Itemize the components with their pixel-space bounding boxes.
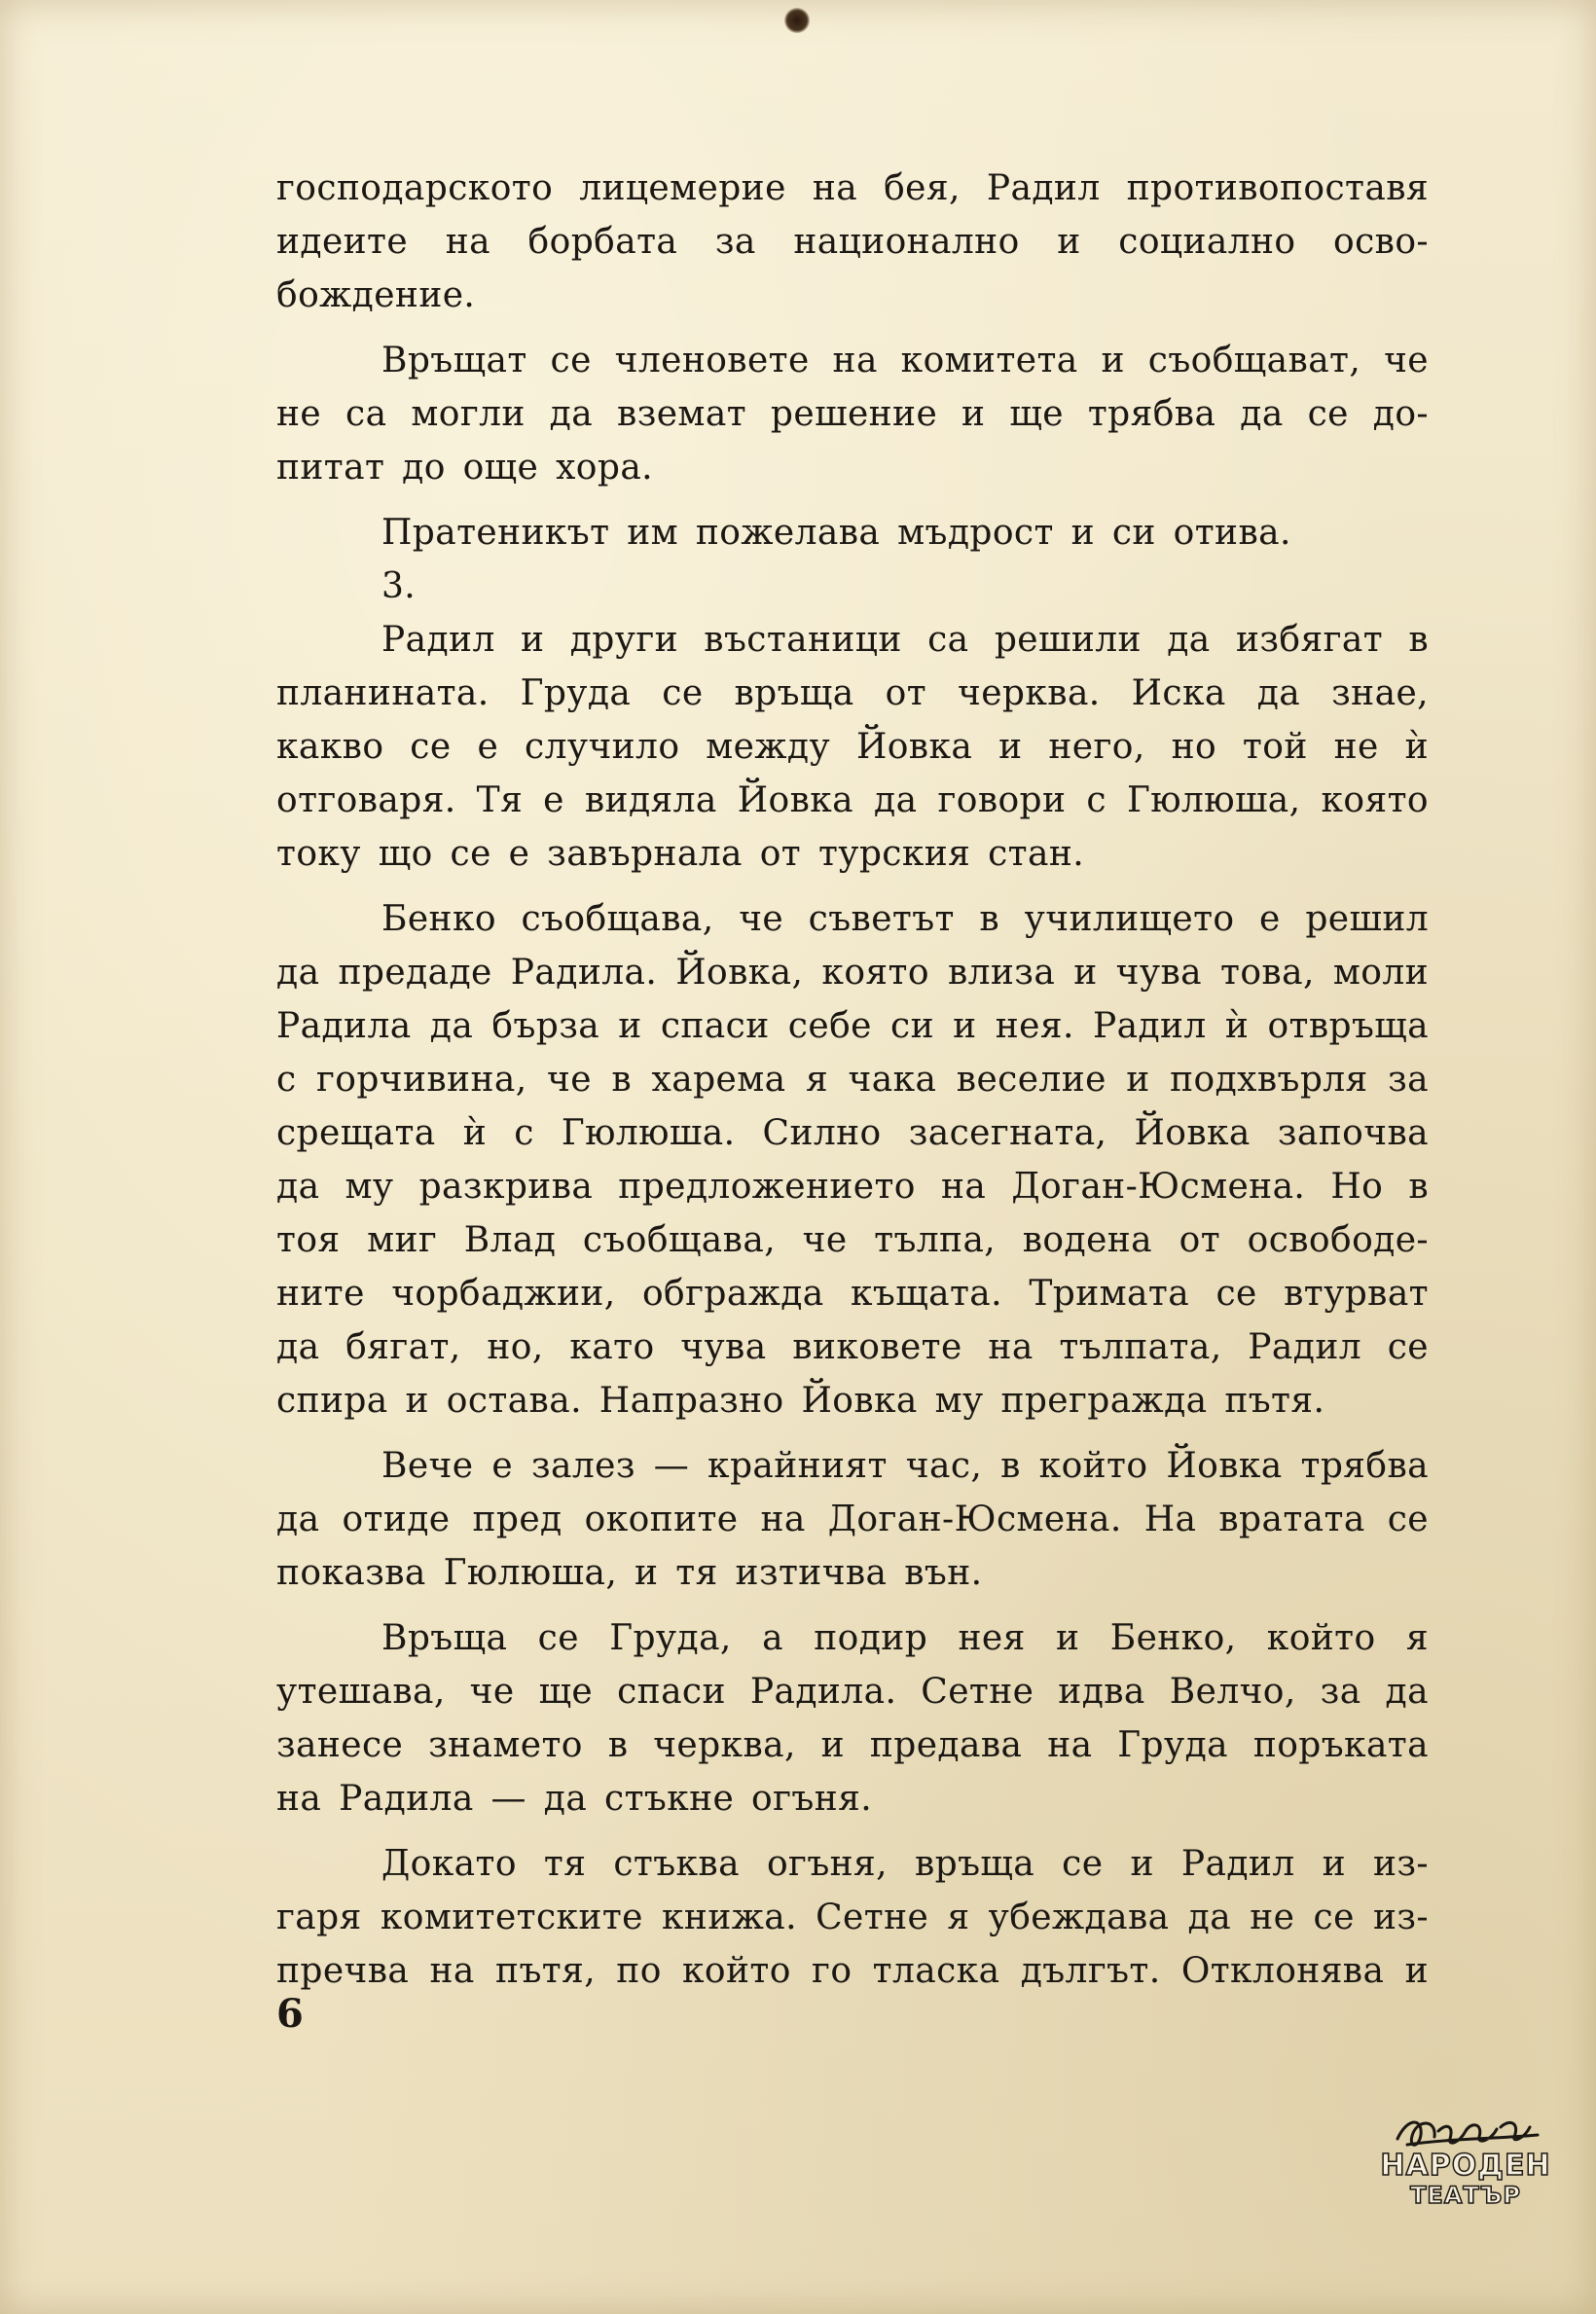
page-number: 6 (276, 1991, 304, 2037)
paragraph (276, 1439, 1429, 1600)
text-line: Радил и други въстаници са решили да избягат в (381, 620, 1429, 660)
stamp-line2: ТЕАТЪР (1410, 2182, 1521, 2209)
paragraph (276, 334, 1429, 494)
text-line: планината. Груда се връща от черква. Иска да знае, (276, 673, 1429, 713)
text-line: тоя миг Влад съобщава, че тълпа, водена от освободе- (276, 1220, 1429, 1260)
text-line: с горчивина, че в харема я чака веселие и подхвърля за (276, 1060, 1429, 1100)
paragraph (276, 506, 1429, 560)
text-line: Връщат се членовете на комитета и съобщават, че (381, 341, 1429, 380)
text-line: утешава, че ще спаси Радила. Сетне идва Велчо, за да (276, 1672, 1429, 1712)
text-line: Вече е залез — крайният час, в който Йовка трябва (381, 1446, 1429, 1486)
text-line: занесе знамето в черква, и предава на Груда поръката (276, 1725, 1429, 1765)
text-line: 3. (381, 566, 417, 606)
text-line: не са могли да вземат решение и ще трябва да се до- (276, 394, 1429, 434)
text-line: пречва на пътя, по който го тласка дългът. Отклонява и (276, 1951, 1429, 1991)
text-line: бождение. (276, 275, 476, 315)
text-line: да бягат, но, като чува виковете на тълпата, Радил се (276, 1327, 1429, 1367)
text-line: Докато тя стъква огъня, връща се и Радил и из- (381, 1844, 1429, 1884)
text-line: ните чорбаджии, обгражда къщата. Тримата се втурват (276, 1274, 1429, 1314)
section-number (276, 560, 1429, 613)
text-line: какво се е случило между Йовка и него, но той не ѝ (276, 727, 1429, 767)
paragraph (276, 892, 1429, 1428)
text-line: да му разкрива предложението на Доган-Юсмена. Но в (276, 1167, 1429, 1207)
text-line: Пратеникът им пожелава мъдрост и си отива. (381, 513, 1291, 553)
text-line: показва Гюлюша, и тя изтичва вън. (276, 1553, 983, 1593)
paragraph (276, 1611, 1429, 1826)
text-line: Радила да бърза и спаси себе си и нея. Радил ѝ отвръща (276, 1006, 1429, 1046)
paragraph (276, 1837, 1429, 1998)
text-line: гаря комитетските книжа. Сетне я убеждава да не се из- (276, 1898, 1429, 1937)
text-line: спира и остава. Напразно Йовка му преграждa пътя. (276, 1381, 1325, 1421)
paragraph (276, 162, 1429, 322)
text-line: господарското лицемерие на бея, Радил противопоставя (276, 168, 1429, 208)
text-line: на Радила — да стъкне огъня. (276, 1779, 873, 1819)
text-line: Бенко съобщава, че съветът в училището е решил (381, 899, 1429, 939)
punch-hole (784, 8, 810, 33)
theatre-stamp (1378, 2110, 1553, 2217)
text-line: питат до още хора. (276, 448, 654, 488)
text-line: да отиде пред окопите на Доган-Юсмена. На вратата се (276, 1500, 1429, 1539)
text-line: да предаде Радила. Йовка, която влиза и чува това, моли (276, 953, 1429, 993)
text-line: срещата ѝ с Гюлюша. Силно засегната, Йовка започва (276, 1113, 1429, 1153)
text-line: току що се е завърнала от турския стан. (276, 834, 1085, 874)
body-text (276, 162, 1429, 1998)
paragraph (276, 613, 1429, 881)
text-line: отговаря. Тя е видяла Йовка да говори с Гюлюша, която (276, 780, 1429, 820)
text-line: идеите на борбата за национално и социално осво- (276, 222, 1429, 262)
text-line: Връща се Груда, а подир нея и Бенко, който я (381, 1618, 1429, 1658)
stamp-line1: НАРОДЕН (1380, 2149, 1551, 2183)
